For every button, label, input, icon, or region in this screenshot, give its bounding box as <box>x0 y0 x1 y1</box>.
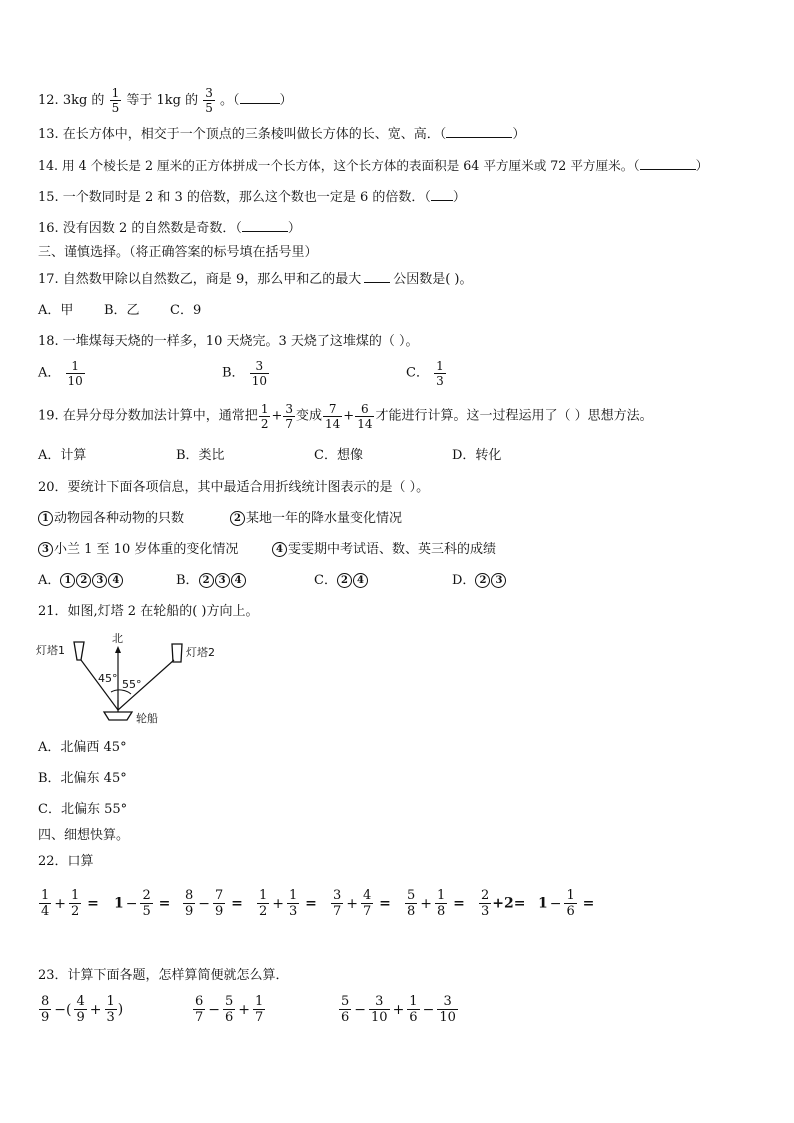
q20-option-d[interactable]: D． 2 3 <box>452 573 507 589</box>
q17-option-b[interactable]: B．乙 <box>104 303 140 318</box>
q19-option-c[interactable]: C．想像 <box>314 448 363 463</box>
question-12: 12. 3kg 的 $\frac{1}{5}$ 等于 1kg 的 $\frac{3}{5}$ 。（ ） <box>38 86 293 115</box>
q20-item-3: 3 小兰 1 至 10 岁体重的变化情况 <box>38 542 238 558</box>
calc-7: $\frac{2}{3}$ +2= <box>481 888 526 919</box>
q19-option-d[interactable]: D．转化 <box>452 448 502 463</box>
fraction-3-5: $\frac{3}{5}$ <box>205 86 213 115</box>
calc-4: $\frac{1}{2}$ + $\frac{1}{3}$ = <box>259 888 317 919</box>
lighthouse-1-label: 灯塔1 <box>36 644 65 657</box>
q20-option-a[interactable]: A． 1 2 3 4 <box>38 573 124 589</box>
section-4-title: 四、细想快算。 <box>38 828 130 843</box>
calc-2: 1 − $\frac{2}{5}$ = <box>114 888 171 919</box>
angle-45-label: 45° <box>98 672 118 685</box>
q20-item-4: 4 雯雯期中考试语、数、英三科的成绩 <box>272 542 496 558</box>
q19-option-a[interactable]: A．计算 <box>38 448 87 463</box>
circled-number: 4 <box>272 542 287 557</box>
line-to-lighthouse-1 <box>81 660 118 710</box>
q20-item-2: 2 某地一年的降水量变化情况 <box>230 511 402 527</box>
answer-blank[interactable] <box>640 157 696 170</box>
angle-55-label: 55° <box>122 678 142 691</box>
calc-8: 1 − $\frac{1}{6}$ = <box>538 888 595 919</box>
calc-3: $\frac{8}{9}$ − $\frac{7}{9}$ = <box>185 888 243 919</box>
fraction-1-5: $\frac{1}{5}$ <box>111 86 120 115</box>
q20-option-b[interactable]: B． 2 3 4 <box>176 573 247 589</box>
question-21: 21．如图,灯塔 2 在轮船的( )方向上。 <box>38 604 259 619</box>
expr-2: $\frac{6}{7}$ − $\frac{5}{6}$ + $\frac{1}{7}$ <box>195 994 264 1025</box>
north-label: 北 <box>112 632 123 645</box>
calc-1: $\frac{1}{4}$ + $\frac{1}{2}$ = <box>41 888 99 919</box>
q18-option-a[interactable]: A． $\frac{1}{10}$ <box>38 359 83 388</box>
ship-label: 轮船 <box>136 712 158 725</box>
lighthouse-2-label: 灯塔2 <box>186 646 215 659</box>
expr-3: $\frac{5}{6}$ − $\frac{3}{10}$ + $\frac{1}{6}$ − $\frac{3}{10}$ <box>341 994 456 1025</box>
answer-blank[interactable] <box>431 188 453 201</box>
question-17: 17. 自然数甲除以自然数乙，商是 9，那么甲和乙的最大 公因数是( )。 <box>38 272 473 287</box>
q18-option-b[interactable]: B． $\frac{3}{10}$ <box>222 359 267 388</box>
circled-number: 1 <box>38 511 53 526</box>
question-18: 18. 一堆煤每天烧的一样多，10 天烧完。3 天烧了这堆煤的（ ）。 <box>38 334 419 349</box>
answer-blank[interactable] <box>240 91 280 104</box>
q21-option-c[interactable]: C．北偏东 55° <box>38 802 128 817</box>
question-23: 23．计算下面各题，怎样算简便就怎么算． <box>38 968 289 983</box>
question-16: 16. 没有因数 2 的自然数是奇数．（ ） <box>38 221 301 236</box>
q18-option-c[interactable]: C． $\frac{1}{3}$ <box>406 359 444 388</box>
q19-option-b[interactable]: B．类比 <box>176 448 225 463</box>
q20-item-1: 1 动物园各种动物的只数 <box>38 511 184 527</box>
question-13: 13. 在长方体中，相交于一个顶点的三条棱叫做长方体的长、宽、高．（ ） <box>38 127 526 142</box>
question-15: 15. 一个数同时是 2 和 3 的倍数，那么这个数也一定是 6 的倍数．（ ） <box>38 190 466 205</box>
ship-icon <box>104 712 132 720</box>
answer-blank[interactable] <box>446 125 512 138</box>
calc-5: $\frac{3}{7}$ + $\frac{4}{7}$ = <box>333 888 391 919</box>
q21-option-a[interactable]: A．北偏西 45° <box>38 740 127 755</box>
direction-diagram <box>34 630 274 726</box>
q20-option-c[interactable]: C． 2 4 <box>314 573 369 589</box>
lighthouse-2-icon <box>172 644 182 662</box>
expr-1: $\frac{8}{9}$ −( $\frac{4}{9}$ + $\frac{1}{3}$ ) <box>41 994 124 1025</box>
north-arrowhead <box>115 646 121 653</box>
question-19: 19. 在异分母分数加法计算中，通常把 $\frac{1}{2}$ + $\frac{3}{7}$ 变成 $\frac{7}{14}$ + $\frac{6}{14}$ 才能进行计算。这一过程运用了（ ）思想方法。 <box>38 402 653 431</box>
lighthouse-1-icon <box>74 642 84 660</box>
q21-option-b[interactable]: B．北偏东 45° <box>38 771 127 786</box>
question-20: 20．要统计下面各项信息，其中最适合用折线统计图表示的是（ ）。 <box>38 480 430 495</box>
circled-number: 3 <box>38 542 53 557</box>
section-3-title: 三、谨慎选择。（将正确答案的标号填在括号里） <box>38 245 318 260</box>
q17-option-a[interactable]: A．甲 <box>38 303 74 318</box>
question-14: 14. 用 4 个棱长是 2 厘米的正方体拼成一个长方体，这个长方体的表面积是 64 平方厘米或 72 平方厘米。（ ） <box>38 158 709 173</box>
circled-number: 2 <box>230 511 245 526</box>
calc-6: $\frac{5}{8}$ + $\frac{1}{8}$ = <box>407 888 465 919</box>
q17-option-c[interactable]: C．9 <box>170 303 202 318</box>
answer-blank[interactable] <box>242 219 288 232</box>
question-22: 22．口算 <box>38 854 94 869</box>
